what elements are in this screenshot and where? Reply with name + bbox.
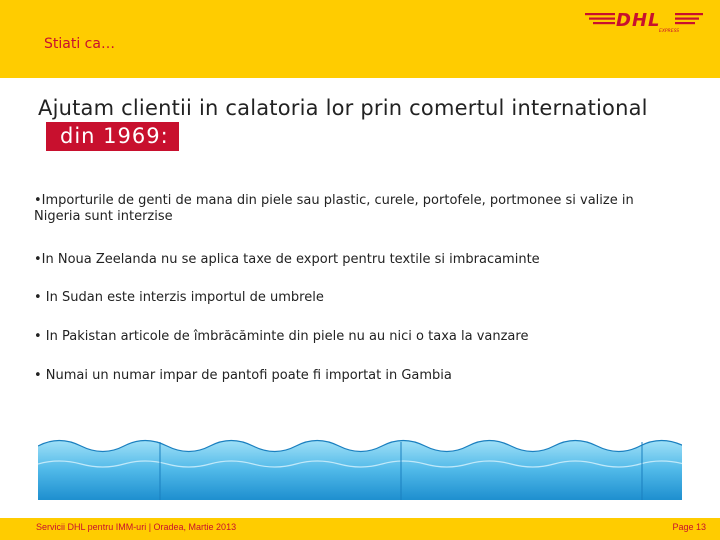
water-waves-illustration bbox=[38, 436, 682, 500]
page-number: Page 13 bbox=[672, 522, 706, 532]
headline-highlight: din 1969: bbox=[46, 122, 179, 151]
slide-header-title: Stiati ca… bbox=[44, 36, 115, 52]
footer-caption: Servicii DHL pentru IMM-uri | Oradea, Martie 2013 bbox=[36, 522, 237, 532]
fact-item-new-zealand: •In Noua Zeelanda nu se aplica taxe de export pentru textile si imbracaminte bbox=[34, 252, 540, 267]
headline bbox=[38, 95, 678, 151]
fact-item-sudan: • In Sudan este interzis importul de umbrele bbox=[34, 290, 324, 305]
fact-item-pakistan: • In Pakistan articole de îmbrăcăminte din piele nu au nici o taxa la vanzare bbox=[34, 329, 529, 344]
fact-item-nigeria: •Importurile de genti de mana din piele sau plastic, curele, portofele, portmonee si valize in Nigeria sunt interzise bbox=[34, 193, 634, 224]
fact-item-gambia: • Numai un numar impar de pantofi poate fi importat in Gambia bbox=[34, 368, 452, 383]
headline-text: Ajutam clientii in calatoria lor prin comertul international bbox=[38, 96, 648, 120]
logo-subtext: EXPRESS bbox=[659, 29, 680, 34]
logo-text: DHL bbox=[616, 10, 661, 31]
dhl-logo bbox=[585, 10, 703, 34]
